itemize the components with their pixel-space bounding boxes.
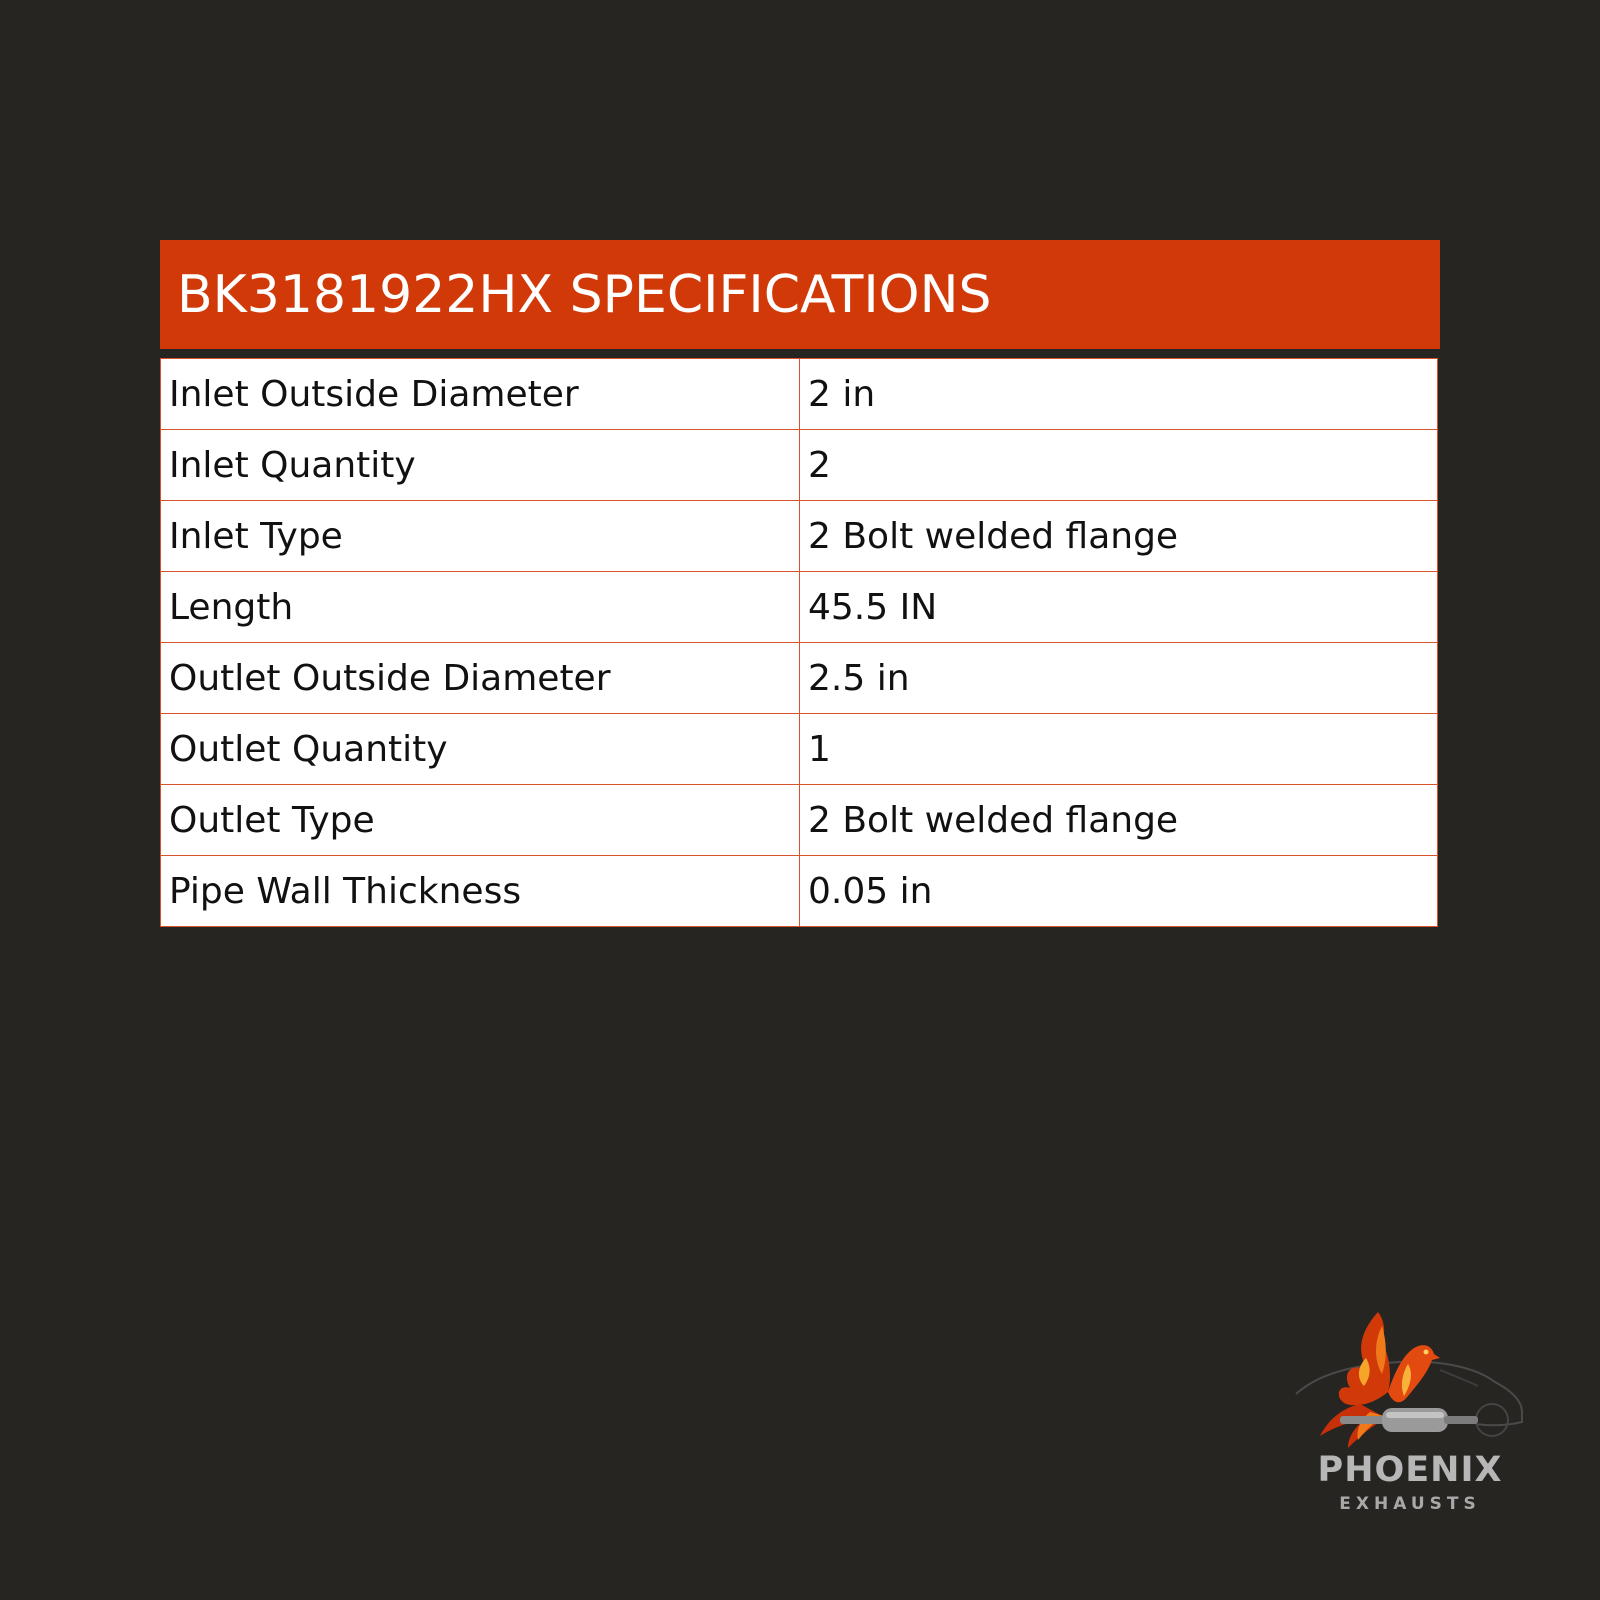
page-title: BK3181922HX SPECIFICATIONS bbox=[177, 264, 992, 325]
table-row bbox=[161, 714, 1438, 785]
spec-label: Inlet Outside Diameter bbox=[161, 359, 800, 430]
spec-value: 45.5 IN bbox=[800, 572, 1438, 643]
spec-label: Outlet Type bbox=[161, 785, 800, 856]
spec-value: 2.5 in bbox=[800, 643, 1438, 714]
spec-table bbox=[160, 358, 1438, 927]
table-row bbox=[161, 643, 1438, 714]
spec-label: Outlet Quantity bbox=[161, 714, 800, 785]
table-row bbox=[161, 501, 1438, 572]
brand-logo bbox=[1290, 1312, 1530, 1522]
spec-value: 2 bbox=[800, 430, 1438, 501]
spec-value: 0.05 in bbox=[800, 856, 1438, 927]
spec-label: Pipe Wall Thickness bbox=[161, 856, 800, 927]
spec-label: Outlet Outside Diameter bbox=[161, 643, 800, 714]
table-row bbox=[161, 856, 1438, 927]
spec-value: 2 Bolt welded flange bbox=[800, 501, 1438, 572]
table-row bbox=[161, 785, 1438, 856]
brand-name: PHOENIX bbox=[1317, 1450, 1503, 1490]
brand-subtitle: EXHAUSTS bbox=[1339, 1494, 1481, 1514]
spec-value: 1 bbox=[800, 714, 1438, 785]
spec-label: Inlet Quantity bbox=[161, 430, 800, 501]
spec-label: Inlet Type bbox=[161, 501, 800, 572]
spec-label: Length bbox=[161, 572, 800, 643]
table-row bbox=[161, 430, 1438, 501]
spec-header-bar bbox=[160, 240, 1440, 349]
table-row bbox=[161, 572, 1438, 643]
spec-value: 2 in bbox=[800, 359, 1438, 430]
table-row bbox=[161, 359, 1438, 430]
phoenix-bird-icon bbox=[1290, 1312, 1530, 1452]
spec-value: 2 Bolt welded flange bbox=[800, 785, 1438, 856]
